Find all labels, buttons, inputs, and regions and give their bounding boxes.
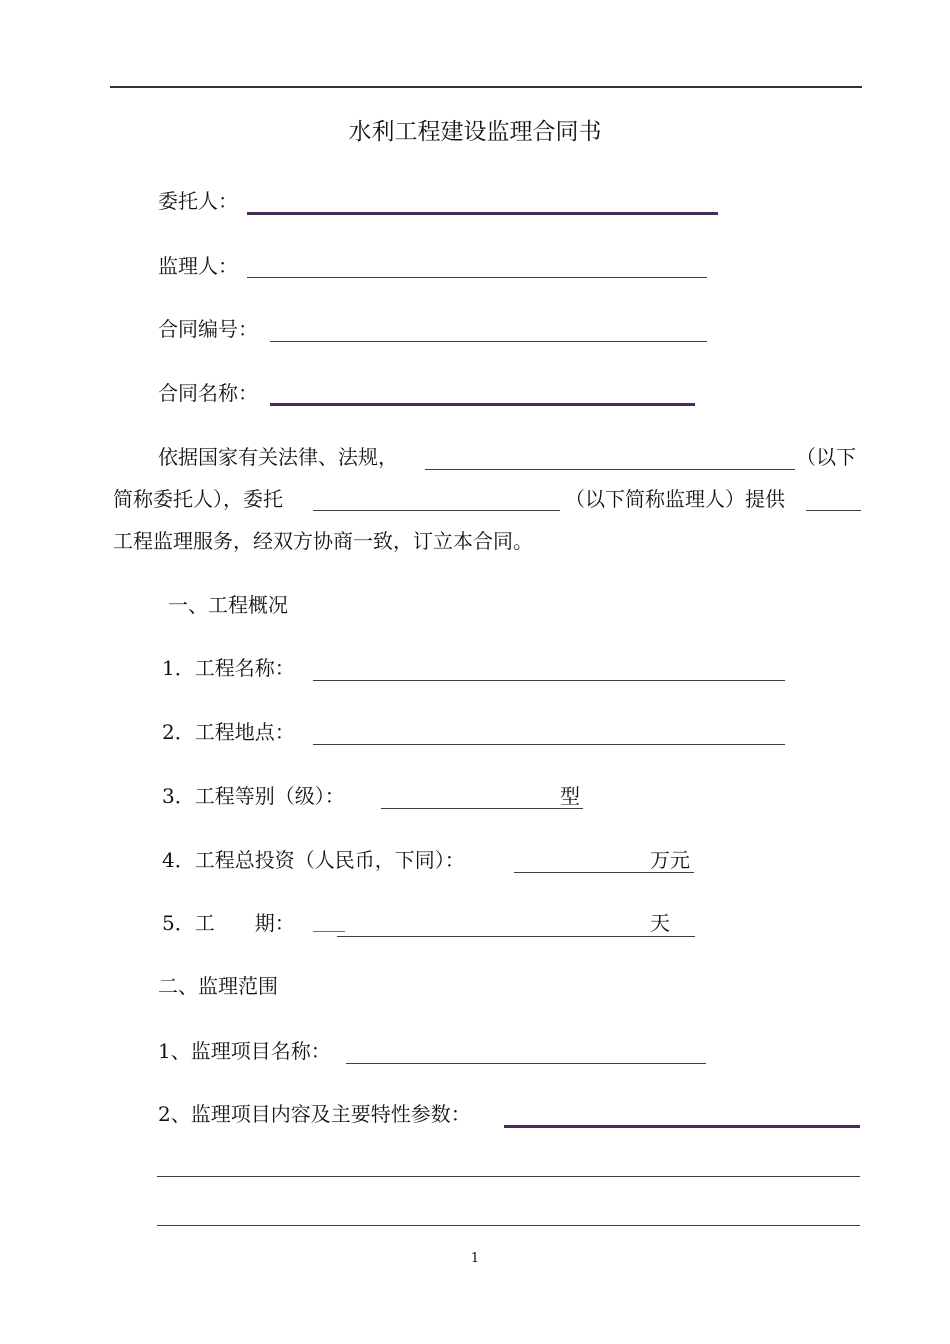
intro-line1-text: 依据国家有关法律、法规， — [158, 445, 398, 469]
intro-basis-field[interactable] — [425, 469, 795, 470]
project-location-label: 2．工程地点： — [162, 720, 295, 744]
intro-line2-middle: （以下简称监理人）提供 — [565, 487, 785, 511]
intro-supervisor-field[interactable] — [313, 510, 560, 511]
project-grade-field[interactable] — [381, 808, 583, 809]
contract-no-field[interactable] — [270, 341, 707, 342]
principal-field[interactable] — [247, 212, 718, 215]
project-grade-unit: 型 — [560, 784, 580, 808]
contract-name-field[interactable] — [270, 403, 695, 406]
contract-no-label: 合同编号： — [158, 317, 258, 341]
project-name-field[interactable] — [313, 680, 785, 681]
project-investment-label: 4．工程总投资（人民币，下同）： — [162, 848, 465, 872]
section2-heading: 二、监理范围 — [158, 974, 278, 998]
supervisor-label: 监理人： — [158, 254, 238, 278]
document-title: 水利工程建设监理合同书 — [348, 119, 602, 145]
section1-heading: 一、工程概况 — [168, 593, 288, 617]
intro-service-field[interactable] — [806, 510, 861, 511]
header-rule — [110, 86, 862, 88]
project-grade-label: 3．工程等别（级）： — [162, 784, 345, 808]
supervision-item-name-label: 1、监理项目名称： — [158, 1039, 331, 1063]
supervision-content-label: 2、监理项目内容及主要特性参数： — [158, 1102, 471, 1126]
project-duration-label: 5．工 期： — [162, 911, 295, 935]
intro-line3-text: 工程监理服务，经双方协商一致，订立本合同。 — [113, 529, 533, 553]
project-name-label: 1．工程名称： — [162, 656, 295, 680]
project-investment-unit: 万元 — [650, 848, 690, 872]
principal-label: 委托人： — [158, 189, 238, 213]
page-number: 1 — [470, 1251, 480, 1266]
supervisor-field[interactable] — [247, 277, 707, 278]
supervision-content-field-line3[interactable] — [157, 1225, 860, 1226]
supervision-content-field-line2[interactable] — [157, 1176, 860, 1177]
project-duration-prefix: ____ — [313, 913, 345, 932]
project-duration-field[interactable] — [337, 936, 695, 937]
project-duration-unit: 天 — [650, 911, 670, 935]
project-investment-field[interactable] — [514, 872, 694, 873]
intro-line1-tail: （以下 — [796, 445, 856, 469]
contract-name-label: 合同名称： — [158, 381, 258, 405]
project-location-field[interactable] — [313, 744, 785, 745]
supervision-item-name-field[interactable] — [346, 1063, 706, 1064]
intro-line2-text: 简称委托人），委托 — [113, 487, 283, 511]
supervision-content-field-line1[interactable] — [504, 1125, 860, 1128]
